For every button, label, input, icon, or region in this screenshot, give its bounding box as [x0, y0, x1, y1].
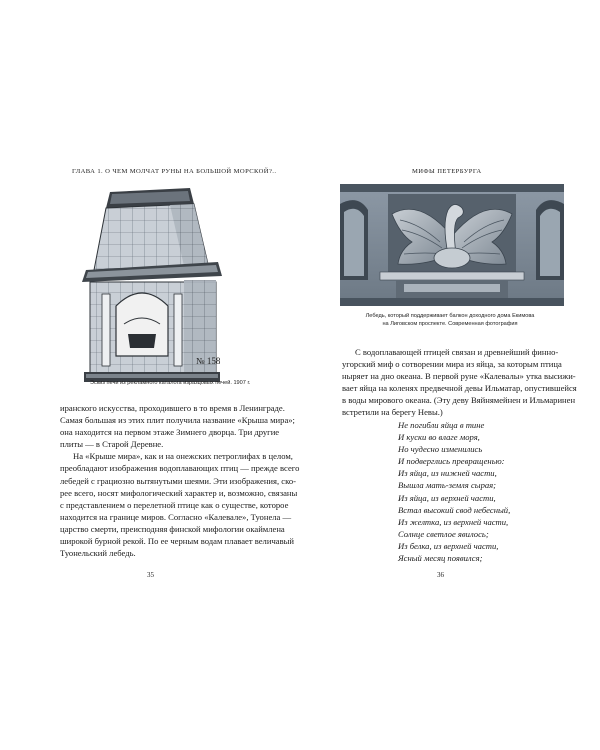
poem-line: Не погибли яйца в тине — [398, 420, 485, 430]
text-line: На «Крыше мира», как и на онежских петроглифах в целом, — [73, 451, 293, 462]
tiled-stove-illustration-icon — [72, 184, 232, 392]
running-head-right: МИФЫ ПЕТЕРБУРГА — [412, 168, 482, 175]
text-line: иранского искусства, проходившего в то время в Ленинграде. — [60, 403, 285, 413]
poem-line: Из яйца, из нижней части, — [398, 468, 497, 479]
stove-caption: Эскиз печи из рекламного каталога изразцовых печей. 1907 г. — [90, 380, 251, 386]
text-line: С водоплавающей птицей связан и древнейший финно- — [355, 347, 559, 357]
text-line: преобладают изображения водоплавающих птиц — прежде всего — [60, 463, 300, 474]
poem-line: И куски во влаге моря, — [398, 432, 480, 443]
poem-line: Встал высокий свод небесный, — [398, 504, 511, 515]
text-line: царство смерти, преисподняя финской мифологии окаймлена — [60, 523, 285, 534]
text-line: вает яйца на коленях предвечной девы Ильматар, опустившейся — [342, 383, 577, 394]
left-body-text — [60, 402, 300, 559]
right-body-text — [342, 346, 577, 419]
poem-excerpt — [398, 419, 578, 564]
poem-line: Вышла мать-земля сырая; — [398, 480, 497, 491]
right-page — [300, 0, 600, 750]
text-line: встретили на берегу Невы.) — [342, 407, 443, 418]
poem-line: Солнце светлое явилось; — [398, 528, 489, 539]
text-line: ныряет на дно океана. В первой руне «Калевалы» утка высижи- — [342, 371, 576, 382]
text-line: Туонельский лебедь. — [60, 548, 136, 559]
photo-caption — [350, 312, 550, 328]
page-number-left: 35 — [147, 571, 154, 579]
text-line: угорский миф о сотворении мира из яйца, за которым птица — [342, 359, 562, 370]
text-line: с представлением о перелетной птице как о существе, которое — [60, 499, 289, 510]
caption-line: Лебедь, который поддерживает балкон доходного дома Екимова — [365, 313, 535, 319]
text-line: широкой бурной рекой. По ее черным водам плавает величавый — [60, 536, 295, 547]
caption-line: на Лиговском проспекте. Современная фотография — [382, 321, 518, 327]
text-line: она находится на первом этаже Зимнего дворца. Три другие — [60, 427, 280, 438]
running-head-left: ГЛАВА 1. О ЧЕМ МОЛЧАТ РУНЫ НА БОЛЬШОЙ МОРСКОЙ?.. — [72, 168, 277, 175]
poem-line: Из белка, из верхней части, — [398, 540, 499, 551]
text-line: рее всего, носят мифологический характер и, возможно, связаны — [60, 487, 298, 498]
text-line: Самая большая из этих плит получила название «Крыша мира»; — [60, 415, 295, 426]
poem-line: Ясный месяц появился; — [398, 553, 483, 564]
text-line: в воды мирового океана. (Эту деву Вяйнямейнен и Ильмаринен — [342, 395, 576, 406]
poem-line: Но чудесно изменились — [398, 444, 483, 455]
poem-line: И подверглись превращенью: — [398, 456, 505, 467]
swan-relief-photo-icon — [340, 184, 564, 306]
poem-line: Из яйца, из верхней части, — [398, 492, 496, 503]
svg-text:№ 158: № 158 — [196, 356, 221, 366]
poem-line: Из желтка, из верхней части, — [398, 516, 509, 527]
text-line: находится на границе миров. Согласно «Калевале», Туонела — — [60, 511, 292, 522]
text-line: плиты — в Старой Деревне. — [60, 439, 164, 450]
page-number-right: 36 — [437, 571, 444, 579]
text-line: лебедей с грациозно вытянутыми шеями. Эти изображения, ско- — [60, 475, 296, 486]
